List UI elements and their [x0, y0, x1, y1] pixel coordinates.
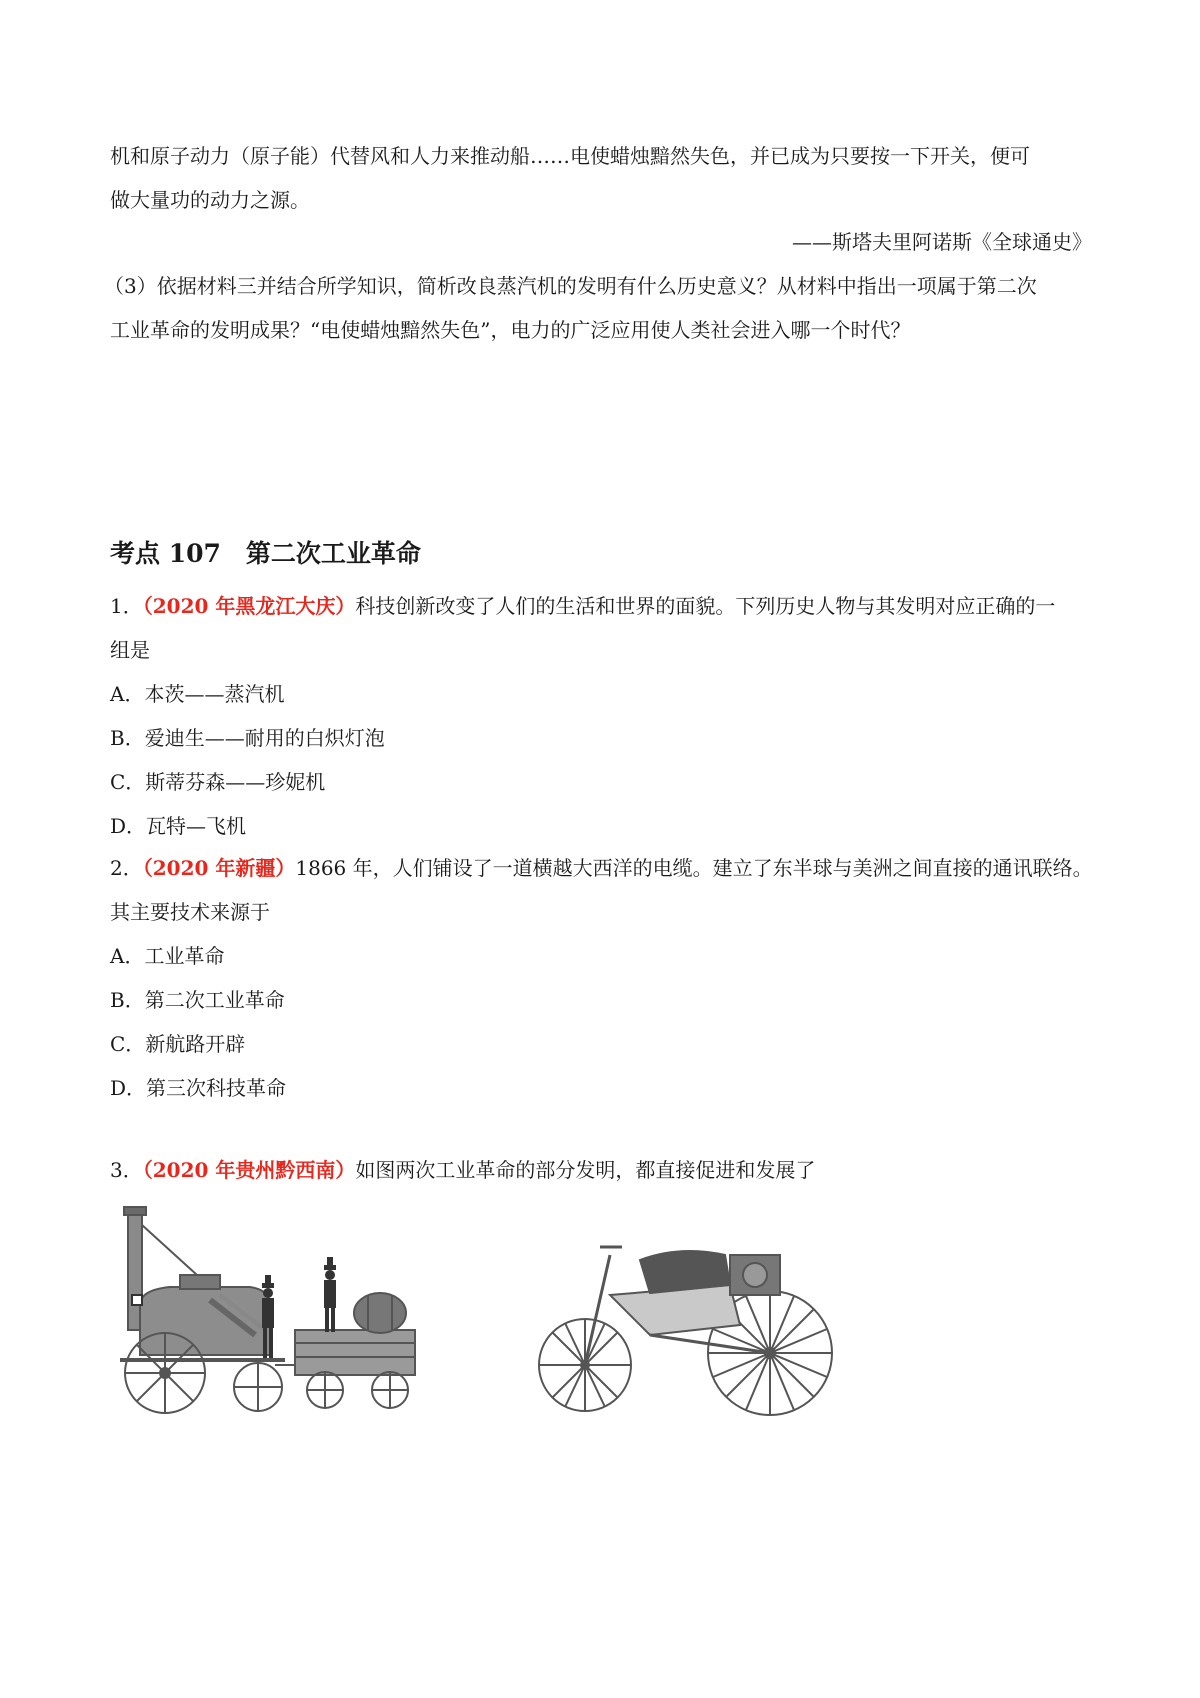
question-2-line-2: 其主要技术来源于 [110, 900, 270, 924]
subquestion-3-line-1: （3）依据材料三并结合所学知识，简析改良蒸汽机的发明有什么历史意义？从材料中指出一项属于第二次 [104, 274, 1037, 298]
material-line-2: 做大量功的动力之源。 [110, 188, 310, 212]
question-1-option-d: D．瓦特—飞机 [110, 814, 247, 838]
question-1-source: （2020 年黑龙江大庆） [142, 594, 356, 618]
question-1-number: 1． [110, 594, 143, 618]
question-1-line-1 [110, 592, 1055, 620]
steam-locomotive-illustration [110, 1205, 460, 1420]
question-3-number: 3． [110, 1158, 143, 1182]
question-2-stem: 1866 年，人们铺设了一道横越大西洋的电缆。建立了东半球与美洲之间直接的通讯联络。 [295, 856, 1093, 880]
question-2-source: （2020 年新疆） [142, 856, 296, 880]
benz-motor-car-illustration [530, 1225, 850, 1420]
question-2-option-a: A．工业革命 [110, 944, 225, 968]
question-2-line-1 [110, 854, 1093, 882]
question-3-line-1 [110, 1156, 815, 1184]
question-3-stem: 如图两次工业革命的部分发明，都直接促进和发展了 [355, 1158, 816, 1182]
subquestion-3-line-2: 工业革命的发明成果？“电使蜡烛黯然失色”，电力的广泛应用使人类社会进入哪一个时代？ [110, 318, 911, 342]
question-2-option-c: C．新航路开辟 [110, 1032, 246, 1056]
question-2-number: 2． [110, 856, 143, 880]
material-citation: ——斯塔夫里阿诺斯《全球通史》 [792, 230, 1092, 254]
question-1-option-a: A．本茨——蒸汽机 [110, 682, 285, 706]
question-1-line-2: 组是 [110, 638, 150, 662]
question-1-option-b: B．爱迪生——耐用的白炽灯泡 [110, 726, 385, 750]
material-line-1: 机和原子动力（原子能）代替风和人力来推动船……电使蜡烛黯然失色，并已成为只要按一下开关，便可 [110, 144, 1030, 168]
section-title: 考点 107 第二次工业革命 [110, 539, 421, 568]
question-2-option-d: D．第三次科技革命 [110, 1076, 287, 1100]
question-2-option-b: B．第二次工业革命 [110, 988, 285, 1012]
question-1-option-c: C．斯蒂芬森——珍妮机 [110, 770, 326, 794]
question-3-source: （2020 年贵州黔西南） [142, 1158, 356, 1182]
question-1-stem: 科技创新改变了人们的生活和世界的面貌。下列历史人物与其发明对应正确的一 [355, 594, 1056, 618]
